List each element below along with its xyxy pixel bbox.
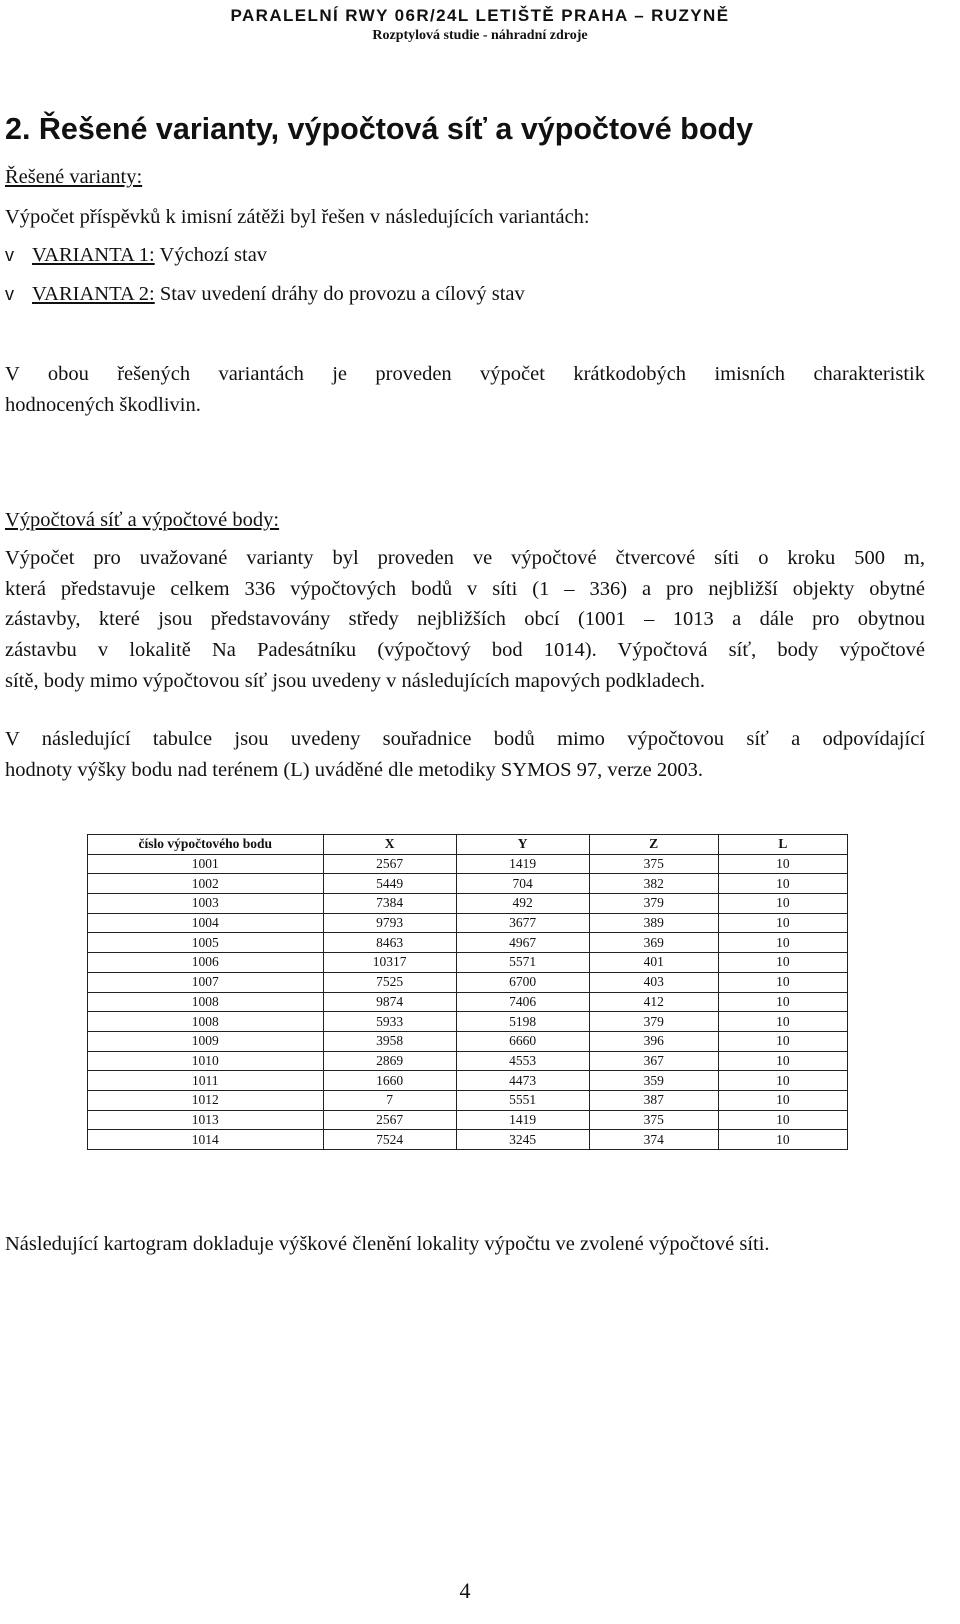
paragraph-line: hodnoty výšky bodu nad terénem (L) uváděné dle metodiky SYMOS 97, verze 2003. bbox=[5, 758, 704, 781]
table-row bbox=[88, 1130, 848, 1150]
table-cell: 10 bbox=[718, 1012, 847, 1032]
variant-label: VARIANTA 1: bbox=[32, 244, 155, 266]
table-cell: 387 bbox=[589, 1090, 718, 1110]
table-cell: 1009 bbox=[88, 1031, 324, 1051]
table-cell: 1006 bbox=[88, 953, 324, 973]
bullet-marker: v bbox=[5, 284, 14, 304]
table-row bbox=[88, 913, 848, 933]
table-cell: 1002 bbox=[88, 874, 324, 894]
section-heading: 2. Řešené varianty, výpočtová síť a výpočtové body bbox=[5, 112, 754, 146]
table-row bbox=[88, 933, 848, 953]
paragraph-line: zástavby, které jsou představovány středy nejbližších obcí (1001 – 1013 a dále pro obytnou bbox=[5, 608, 925, 631]
table-header-row bbox=[88, 835, 848, 855]
table-cell: 379 bbox=[589, 894, 718, 914]
variants-paragraph bbox=[5, 359, 925, 420]
header-subtitle: Rozptylová studie - náhradní zdroje bbox=[372, 28, 588, 43]
table-cell: 5449 bbox=[323, 874, 456, 894]
table-cell: 379 bbox=[589, 1012, 718, 1032]
table-cell: 7525 bbox=[323, 972, 456, 992]
table-row bbox=[88, 1110, 848, 1130]
table-cell: 359 bbox=[589, 1071, 718, 1091]
grid-paragraph-2 bbox=[5, 724, 925, 785]
table-row bbox=[88, 953, 848, 973]
table-cell: 10317 bbox=[323, 953, 456, 973]
variants-intro: Výpočet příspěvků k imisní zátěži byl řešen v následujících variantách: bbox=[5, 206, 590, 228]
table-cell: 1660 bbox=[323, 1071, 456, 1091]
table-cell: 4553 bbox=[456, 1051, 589, 1071]
table-cell: 1001 bbox=[88, 854, 324, 874]
paragraph-line: V obou řešených variantách je proveden výpočet krátkodobých imisních charakteristik bbox=[5, 363, 925, 385]
table-cell: 1013 bbox=[88, 1110, 324, 1130]
table-cell: 369 bbox=[589, 933, 718, 953]
page-number: 4 bbox=[459, 1578, 471, 1603]
table-cell: 1004 bbox=[88, 913, 324, 933]
table-cell: 4967 bbox=[456, 933, 589, 953]
table-cell: 375 bbox=[589, 1110, 718, 1130]
variant-label: VARIANTA 2: bbox=[32, 283, 155, 305]
table-cell: 6660 bbox=[456, 1031, 589, 1051]
table-cell: 2567 bbox=[323, 854, 456, 874]
variant-item bbox=[5, 283, 525, 306]
table-cell: 1011 bbox=[88, 1071, 324, 1091]
table-row bbox=[88, 1012, 848, 1032]
table-cell: 375 bbox=[589, 854, 718, 874]
paragraph-line: V následující tabulce jsou uvedeny souřadnice bodů mimo výpočtovou síť a odpovídající bbox=[5, 728, 925, 750]
table-cell: 1419 bbox=[456, 854, 589, 874]
table-cell: 10 bbox=[718, 894, 847, 914]
table-row bbox=[88, 972, 848, 992]
table-cell: 6700 bbox=[456, 972, 589, 992]
variant-item bbox=[5, 244, 267, 267]
table-cell: 2567 bbox=[323, 1110, 456, 1130]
column-header: Z bbox=[589, 835, 718, 855]
table-cell: 10 bbox=[718, 1130, 847, 1150]
table-row bbox=[88, 992, 848, 1012]
column-header: X bbox=[323, 835, 456, 855]
table-cell: 10 bbox=[718, 1110, 847, 1130]
bullet-marker: v bbox=[5, 245, 14, 265]
table-cell: 389 bbox=[589, 913, 718, 933]
paragraph-line: která představuje celkem 336 výpočtových bodů v síti (1 – 336) a pro nejbližší objekty obytné bbox=[5, 577, 925, 600]
paragraph-line: hodnocených škodlivin. bbox=[5, 393, 201, 416]
table-cell: 412 bbox=[589, 992, 718, 1012]
table-cell: 10 bbox=[718, 874, 847, 894]
table-cell: 10 bbox=[718, 913, 847, 933]
table-cell: 2869 bbox=[323, 1051, 456, 1071]
column-header: L bbox=[718, 835, 847, 855]
table-row bbox=[88, 1071, 848, 1091]
table-cell: 10 bbox=[718, 933, 847, 953]
table-cell: 10 bbox=[718, 953, 847, 973]
table-cell: 1008 bbox=[88, 992, 324, 1012]
table-cell: 704 bbox=[456, 874, 589, 894]
table-row bbox=[88, 1031, 848, 1051]
table-cell: 5571 bbox=[456, 953, 589, 973]
table-cell: 367 bbox=[589, 1051, 718, 1071]
table-cell: 3958 bbox=[323, 1031, 456, 1051]
table-cell: 403 bbox=[589, 972, 718, 992]
column-header: číslo výpočtového bodu bbox=[88, 835, 324, 855]
table-row bbox=[88, 894, 848, 914]
table-cell: 3245 bbox=[456, 1130, 589, 1150]
table-cell: 1419 bbox=[456, 1110, 589, 1130]
table-cell: 401 bbox=[589, 953, 718, 973]
table-cell: 1003 bbox=[88, 894, 324, 914]
table-cell: 1014 bbox=[88, 1130, 324, 1150]
table-cell: 5198 bbox=[456, 1012, 589, 1032]
variant-text: Výchozí stav bbox=[154, 244, 268, 266]
table-cell: 1008 bbox=[88, 1012, 324, 1032]
table-row bbox=[88, 854, 848, 874]
paragraph-line: sítě, body mimo výpočtovou síť jsou uvedeny v následujících mapových podkladech. bbox=[5, 669, 705, 692]
table-cell: 9874 bbox=[323, 992, 456, 1012]
table-cell: 8463 bbox=[323, 933, 456, 953]
table-cell: 5551 bbox=[456, 1090, 589, 1110]
table-cell: 10 bbox=[718, 1071, 847, 1091]
column-header: Y bbox=[456, 835, 589, 855]
table-cell: 10 bbox=[718, 1031, 847, 1051]
table-cell: 1007 bbox=[88, 972, 324, 992]
table-cell: 1012 bbox=[88, 1090, 324, 1110]
closing-text: Následující kartogram dokladuje výškové členění lokality výpočtu ve zvolené výpočtové síti. bbox=[5, 1233, 770, 1255]
coordinates-table bbox=[87, 834, 848, 1150]
table-cell: 10 bbox=[718, 854, 847, 874]
variants-heading: Řešené varianty: bbox=[5, 166, 143, 188]
variant-text: Stav uvedení dráhy do provozu a cílový stav bbox=[154, 283, 525, 305]
grid-paragraph-1 bbox=[5, 543, 925, 697]
table-cell: 10 bbox=[718, 992, 847, 1012]
header-title: PARALELNÍ RWY 06R/24L LETIŠTĚ PRAHA – RUZYNĚ bbox=[230, 6, 730, 25]
table-cell: 492 bbox=[456, 894, 589, 914]
table-cell: 4473 bbox=[456, 1071, 589, 1091]
table-cell: 9793 bbox=[323, 913, 456, 933]
table-cell: 7524 bbox=[323, 1130, 456, 1150]
paragraph-line: zástavbu v lokalitě Na Padesátníku (výpočtový bod 1014). Výpočtová síť, body výpočtové bbox=[5, 639, 925, 662]
paragraph-line: Výpočet pro uvažované varianty byl proveden ve výpočtové čtvercové síti o kroku 500 m, bbox=[5, 547, 925, 569]
table-cell: 396 bbox=[589, 1031, 718, 1051]
table-row bbox=[88, 1051, 848, 1071]
table-cell: 1010 bbox=[88, 1051, 324, 1071]
table-cell: 10 bbox=[718, 972, 847, 992]
table-cell: 10 bbox=[718, 1090, 847, 1110]
table-cell: 10 bbox=[718, 1051, 847, 1071]
table-cell: 1005 bbox=[88, 933, 324, 953]
table-cell: 374 bbox=[589, 1130, 718, 1150]
table-cell: 3677 bbox=[456, 913, 589, 933]
table-cell: 7384 bbox=[323, 894, 456, 914]
table-cell: 5933 bbox=[323, 1012, 456, 1032]
table-cell: 382 bbox=[589, 874, 718, 894]
grid-heading: Výpočtová síť a výpočtové body: bbox=[5, 509, 280, 531]
table-cell: 7406 bbox=[456, 992, 589, 1012]
table-row bbox=[88, 874, 848, 894]
table-row bbox=[88, 1090, 848, 1110]
table-cell: 7 bbox=[323, 1090, 456, 1110]
